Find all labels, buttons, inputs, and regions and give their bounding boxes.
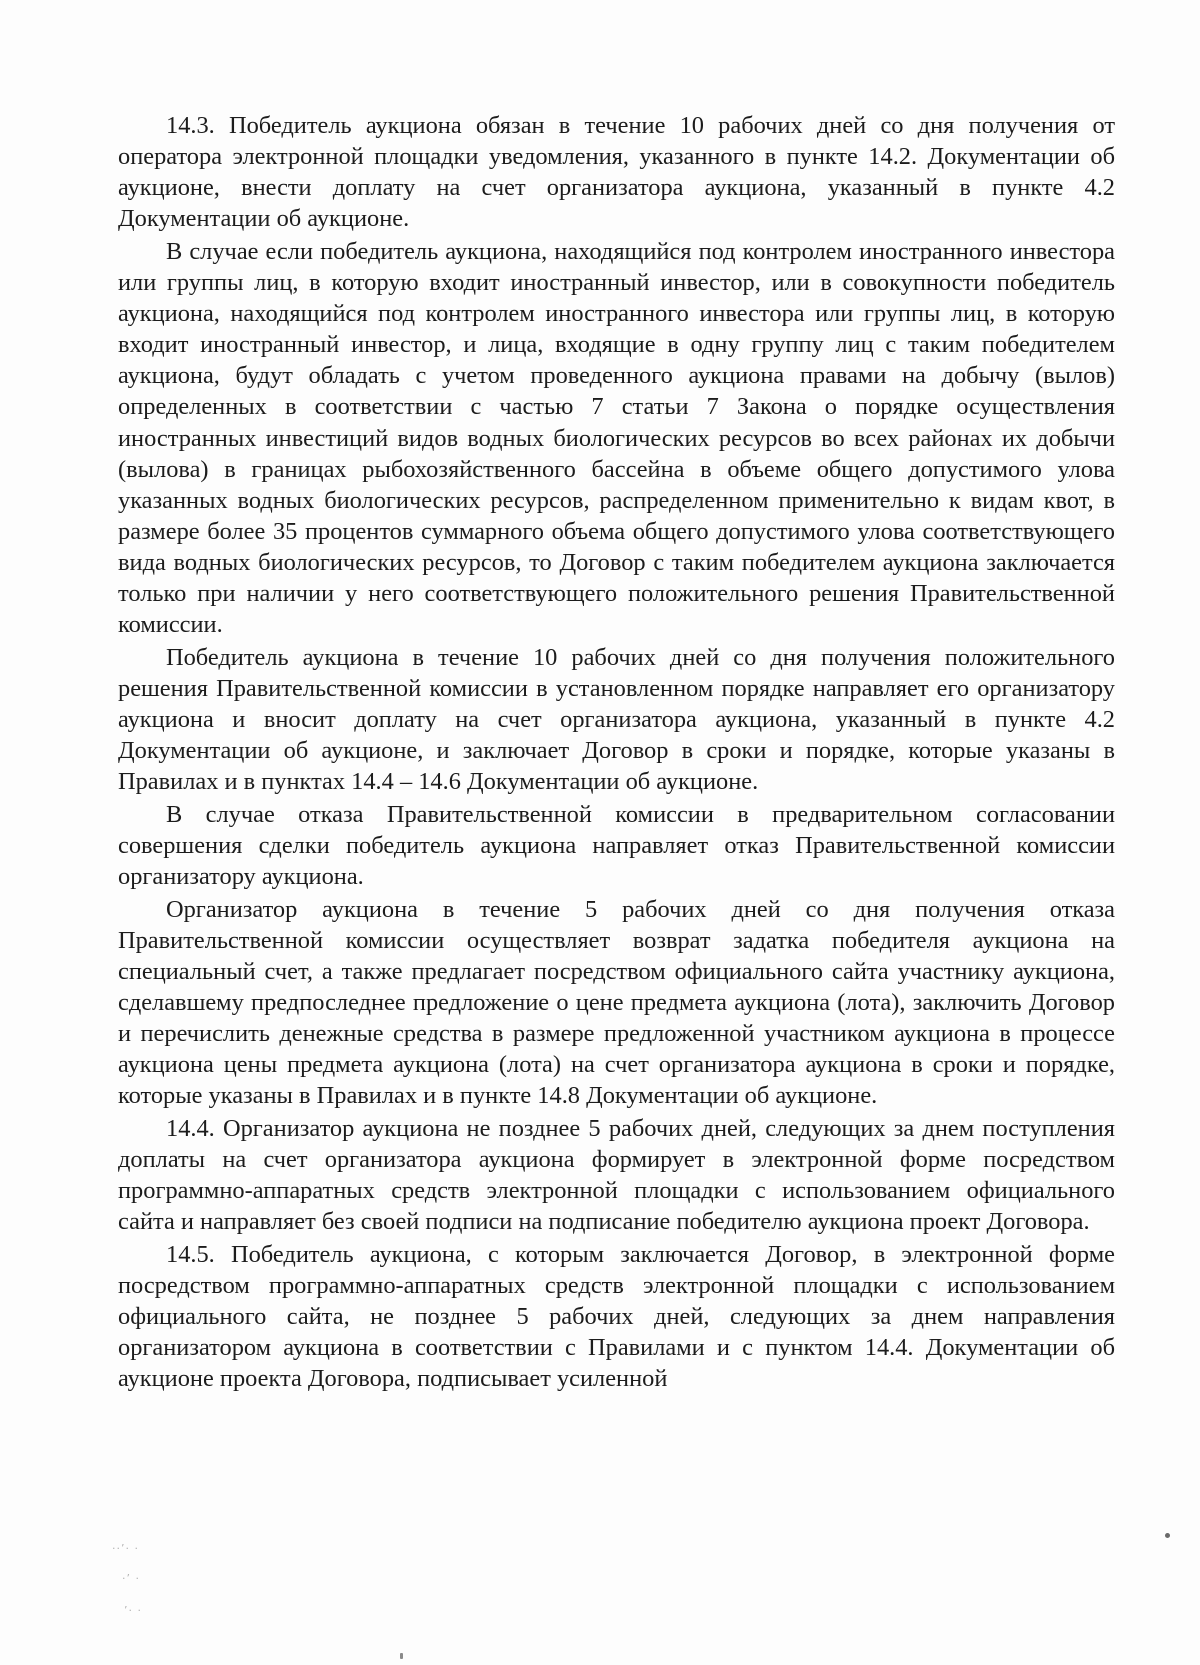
scan-smudge: ·’ · xyxy=(122,1572,140,1585)
paragraph-14-5: 14.5. Победитель аукциона, с которым заключается Договор, в электронной форме посредством программно-аппаратных средств электронной площадки с использованием официального сайта, не позднее 5 рабочих дней, следующих за днем направления организатором аукциона в соответствии с Правилами и с пунктом 14.4. Документации об аукционе проекта Договора, подписывает усиленной xyxy=(118,1240,1115,1393)
scan-speck xyxy=(1165,1533,1170,1538)
paragraph-foreign-investor-condition: В случае если победитель аукциона, находящийся под контролем иностранного инвестора или группы лиц, в которую входит иностранный инвестор, или в совокупности победитель аукциона, находящийся под контролем иностранного инвестора или группы лиц, в которую входит иностранный инвестор, и лица, входящие в одну группу лиц с таким победителем аукциона, будут обладать с учетом проведенного аукциона правами на добычу (вылов) определенных в соответствии с частью 7 статьи 7 Закона о порядке осуществления иностранных инвестиций видов водных биологических ресурсов во всех районах их добычи (вылова) в границах рыбохозяйственного бассейна в объеме общего допустимого улова указанных водных биологических ресурсов, распределенном применительно к видам квот, в размере более 35 процентов суммарного объема общего допустимого улова соответствующего вида водных биологических ресурсов, то Договор с таким победителем аукциона заключается только при наличии у него соответствующего положительного решения Правительственной комиссии. xyxy=(118,237,1115,639)
paragraph-commission-refusal: В случае отказа Правительственной комиссии в предварительном согласовании совершения сделки победитель аукциона направляет отказ Правительственной комиссии организатору аукциона. xyxy=(118,800,1115,891)
paragraph-14-4: 14.4. Организатор аукциона не позднее 5 рабочих дней, следующих за днем поступления доплаты на счет организатора аукциона формирует в электронной форме посредством программно-аппаратных средств электронной площадки с использованием официального сайта и направляет без своей подписи на подписание победителю аукциона проект Договора. xyxy=(118,1114,1115,1236)
scan-smudge: ··’· · xyxy=(112,1542,139,1555)
paragraph-organizer-refund: Организатор аукциона в течение 5 рабочих дней со дня получения отказа Правительственной комиссии осуществляет возврат задатка победителя аукциона на специальный счет, а также предлагает посредством официального сайта участнику аукциона, сделавшему предпоследнее предложение о цене предмета аукциона (лота), заключить Договор и перечислить денежные средства в размере предложенной участником аукциона в процессе аукциона цены предмета аукциона (лота) на счет организатора аукциона в сроки и порядке, которые указаны в Правилах и в пункте 14.8 Документации об аукционе. xyxy=(118,895,1115,1110)
paragraph-14-3: 14.3. Победитель аукциона обязан в течение 10 рабочих дней со дня получения от оператора электронной площадки уведомления, указанного в пункте 14.2. Документации об аукционе, внести доплату на счет организатора аукциона, указанный в пункте 4.2 Документации об аукционе. xyxy=(118,112,1115,233)
paragraph-winner-payment-after-approval: Победитель аукциона в течение 10 рабочих дней со дня получения положительного решения Правительственной комиссии в установленном порядке направляет его организатору аукциона и вносит доплату на счет организатора аукциона, указанный в пункте 4.2 Документации об аукционе, и заключает Договор в сроки и порядке, которые указаны в Правилах и в пунктах 14.4 – 14.6 Документации об аукционе. xyxy=(118,643,1115,796)
scan-speck xyxy=(400,1653,403,1659)
document-body xyxy=(118,110,1115,1396)
scan-smudge: ’· · xyxy=(124,1604,142,1617)
